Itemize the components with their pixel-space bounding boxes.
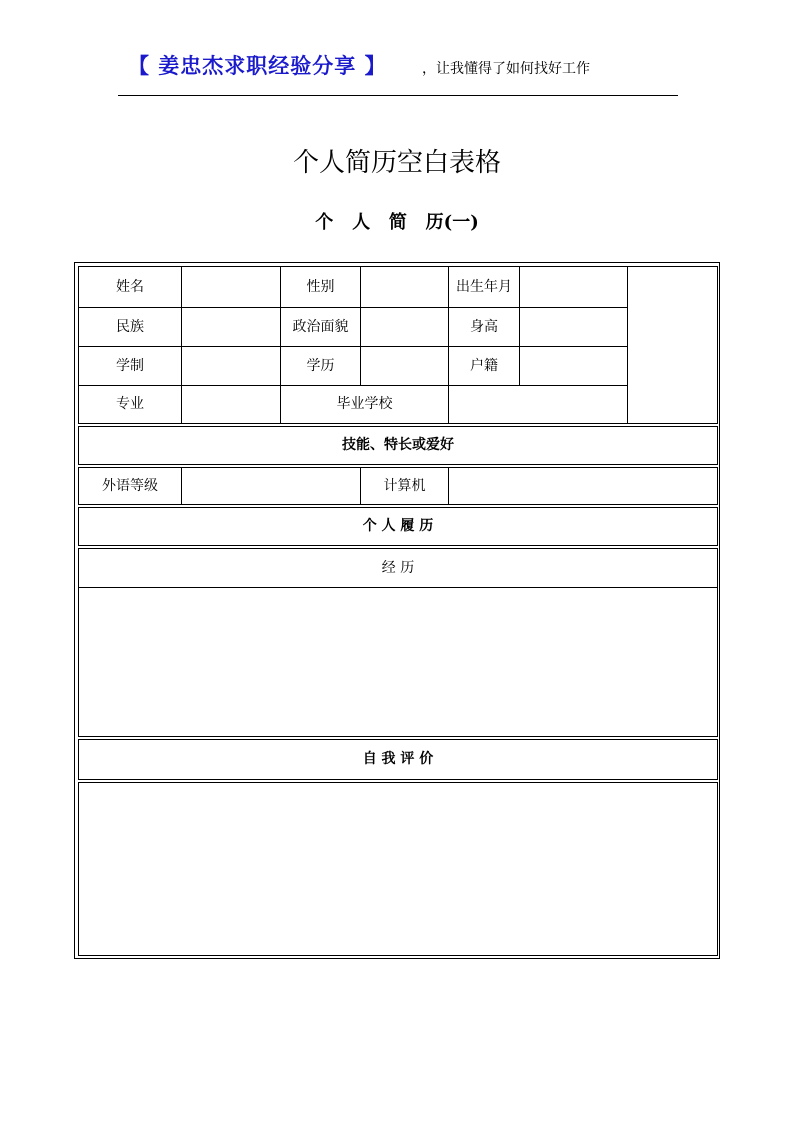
gender-field[interactable] (360, 266, 449, 308)
schooling-field[interactable] (181, 346, 281, 386)
resume-heading: 个 人 履 历 (78, 507, 718, 546)
education-label: 学历 (280, 346, 361, 386)
self-evaluation-field[interactable] (78, 782, 718, 956)
birth-field[interactable] (519, 266, 628, 308)
brand-title: 【 姜忠杰求职经验分享 】 (128, 54, 387, 78)
height-field[interactable] (519, 307, 628, 347)
computer-field[interactable] (448, 467, 718, 505)
name-field[interactable] (181, 266, 281, 308)
resume-form-table (74, 262, 720, 959)
height-label: 身高 (448, 307, 520, 347)
ethnicity-field[interactable] (181, 307, 281, 347)
school-label: 毕业学校 (280, 385, 449, 424)
self-evaluation-heading: 自 我 评 价 (78, 739, 718, 780)
header-tagline: ，让我懂得了如何找好工作 (422, 61, 590, 77)
hukou-label: 户籍 (448, 346, 520, 386)
political-status-label: 政治面貌 (280, 307, 361, 347)
political-status-field[interactable] (360, 307, 449, 347)
gender-label: 性别 (280, 266, 361, 308)
school-field[interactable] (448, 385, 628, 424)
birth-label: 出生年月 (448, 266, 520, 308)
ethnicity-label: 民族 (78, 307, 182, 347)
experience-label: 经 历 (78, 548, 718, 588)
major-label: 专业 (78, 385, 182, 424)
major-field[interactable] (181, 385, 281, 424)
hukou-field[interactable] (519, 346, 628, 386)
skills-heading: 技能、特长或爱好 (78, 426, 718, 465)
computer-label: 计算机 (360, 467, 449, 505)
document-title: 个人简历空白表格 (292, 148, 501, 178)
name-label: 姓名 (78, 266, 182, 308)
language-level-label: 外语等级 (78, 467, 182, 505)
photo-box[interactable] (627, 266, 718, 424)
document-subtitle: 个 人 简 历(一) (315, 212, 479, 233)
page-header (118, 48, 678, 96)
language-level-field[interactable] (181, 467, 361, 505)
experience-field[interactable] (78, 587, 718, 737)
schooling-label: 学制 (78, 346, 182, 386)
education-field[interactable] (360, 346, 449, 386)
